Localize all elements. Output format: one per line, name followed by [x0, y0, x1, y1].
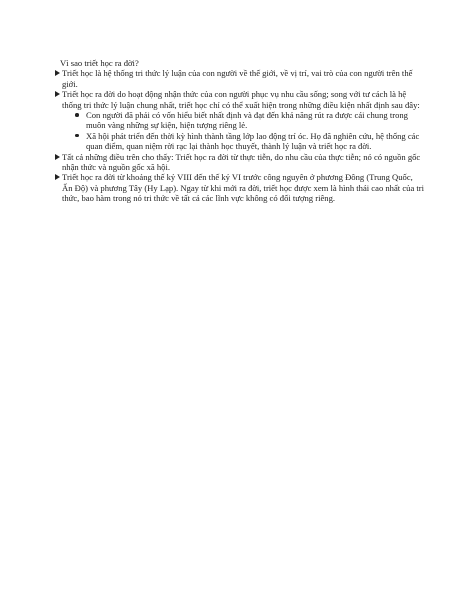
- document-body: [55, 58, 425, 204]
- document-title: Vì sao triết học ra đời?: [60, 58, 139, 68]
- item-text: Triết học ra đời do hoạt động nhận thức của con người phục vụ nhu cầu sống; song với tư cách là hệ thống tri thức lý luận chung nhất, triết học chỉ có thể xuất hiện trong những điều kiện nhất định sau đây:: [62, 89, 420, 110]
- item-text: Tất cả những điều trên cho thấy: Triết học ra đời từ thực tiễn, do nhu cầu của thực tiễn; nó có nguồn gốc nhận thức và nguồn gốc xã hội.: [62, 151, 421, 173]
- arrow-bullet-icon: [55, 70, 60, 76]
- arrow-bullet-icon: [55, 174, 60, 180]
- dot-bullet-icon: [75, 134, 79, 138]
- subitem-text: Xã hội phát triển đến thời kỳ hình thành tầng lớp lao động trí óc. Họ đã nghiên cứu, hệ thống các quan điểm, quan niệm rời rạc lại thành học thuyết, thành lý luận và triết học ra đời.: [86, 130, 420, 152]
- dot-bullet-icon: [75, 113, 79, 117]
- dot-bullet-item: [55, 110, 425, 131]
- item-text: Triết học là hệ thống tri thức lý luận của con người về thế giới, về vị trí, vai trò của con người trên thế giới.: [62, 68, 413, 89]
- dot-bullet-item: [55, 131, 425, 152]
- arrow-bullet-icon: [55, 154, 60, 160]
- arrow-bullet-item: [55, 172, 425, 203]
- arrow-bullet-item: [55, 89, 425, 110]
- arrow-bullet-item: [55, 68, 425, 89]
- item-text: Triết học ra đời từ khoảng thế kỷ VIII đến thế kỷ VI trước công nguyên ở phương Đông (Trung Quốc, Ấn Độ) và phương Tây (Hy Lạp). Ngay từ khi mới ra đời, triết học được xem là hình thái cao nhất của tri thức, bao hàm trong nó tri thức về tất cả các lĩnh vực không có đối tượng riêng.: [62, 172, 425, 204]
- arrow-bullet-icon: [55, 91, 60, 97]
- subitem-text: Con người đã phải có vốn hiểu biết nhất định và đạt đến khả năng rút ra được cái chung trong muôn vàng những sự kiện, hiện tượng riêng lẻ.: [86, 110, 408, 131]
- arrow-bullet-item: [55, 152, 425, 173]
